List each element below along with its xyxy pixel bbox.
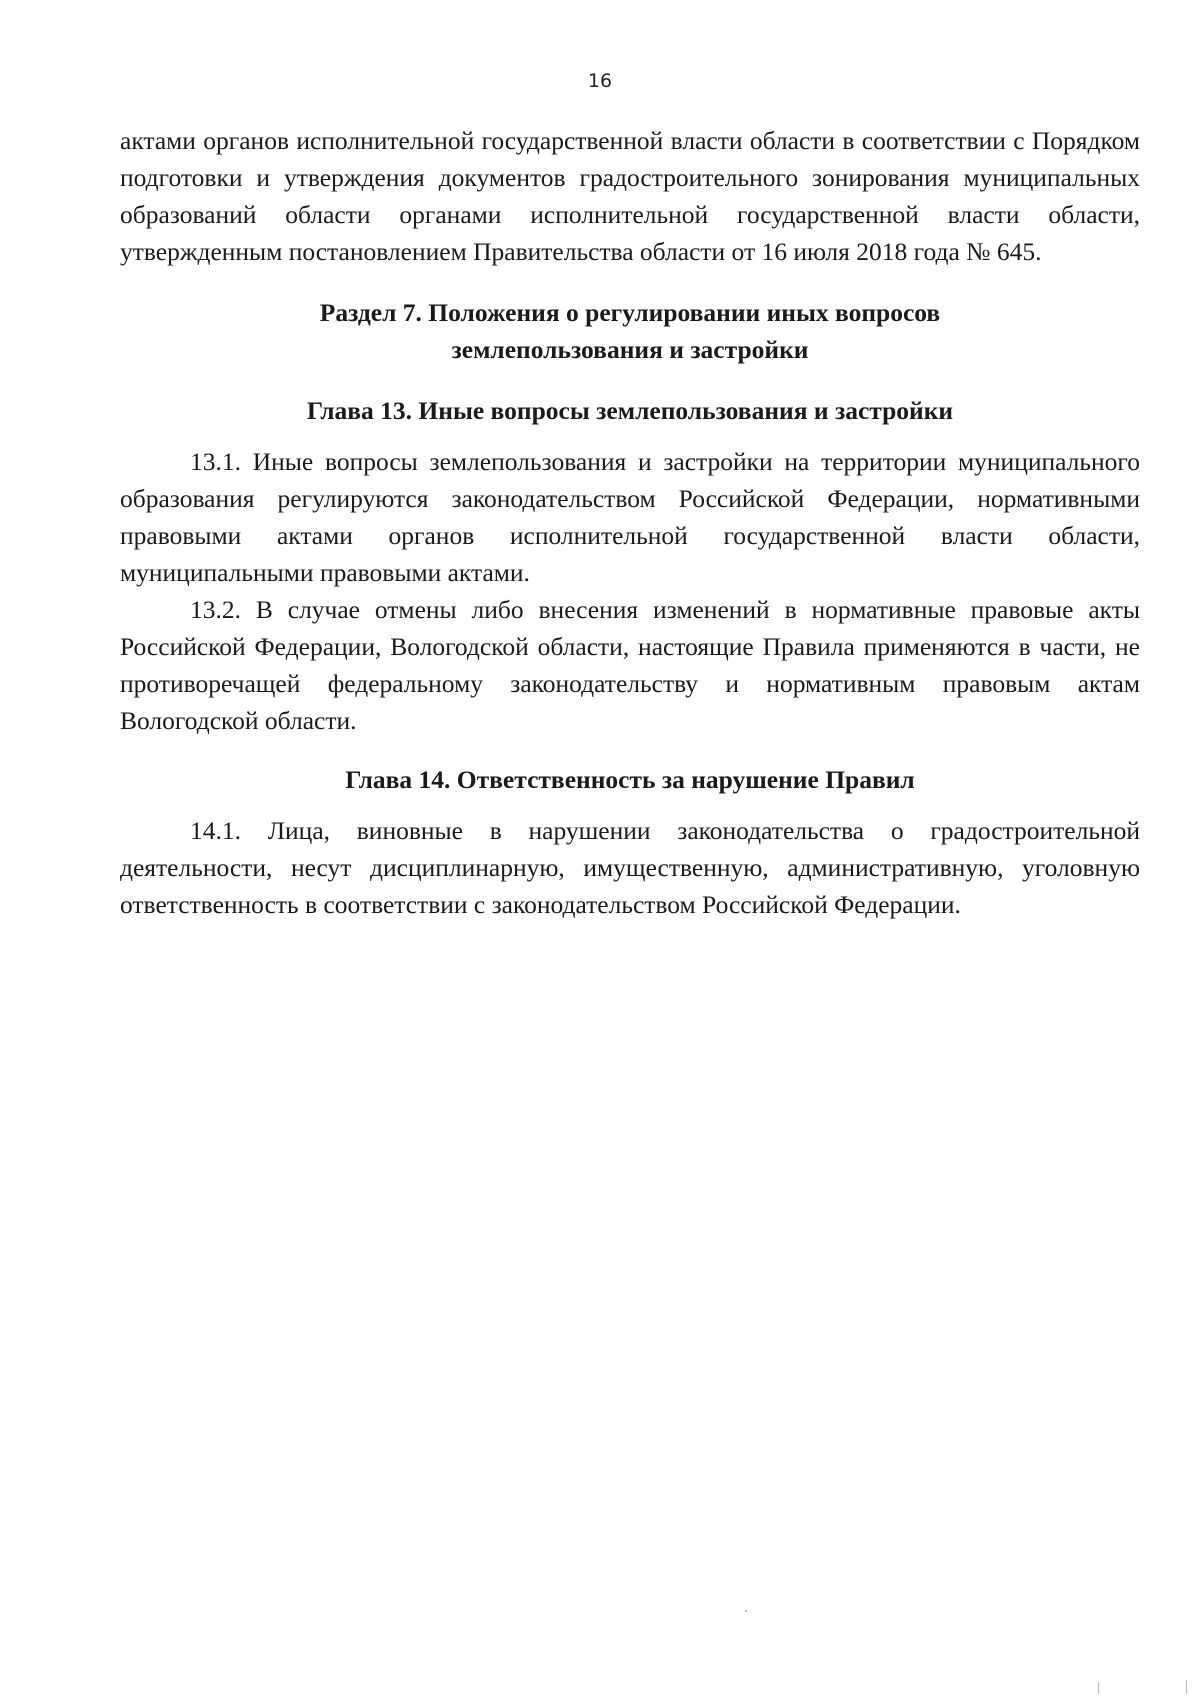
intro-paragraph: актами органов исполнительной государственной власти области в соответствии с Порядком подготовки и утверждения документов градостроительного зонирования муниципальных образований области органами исполнительной государственной власти области, утвержденным постановлением Правительства области от 16 июля 2018 года № 645.	[120, 126, 1140, 266]
section-heading-line-2: землепользования и застройки	[451, 335, 809, 364]
page-number: 16	[587, 70, 613, 92]
scan-artifact-dot	[745, 1610, 747, 1612]
section-heading-line-1: Раздел 7. Положения о регулировании иных вопросов	[319, 298, 941, 327]
chapter-14-heading: Глава 14. Ответственность за нарушение Правил	[345, 765, 915, 794]
chapter-13-heading: Глава 13. Иные вопросы землепользования и застройки	[306, 396, 954, 425]
section-heading	[120, 294, 1140, 368]
scan-artifact-tick	[1098, 1682, 1099, 1694]
paragraph-13-2: 13.2. В случае отмены либо внесения изменений в нормативные правовые акты Российской Федерации, Вологодской области, настоящие Правила применяются в части, не противоречащей федеральному законодательству и нормативным правовым актам Вологодской области.	[120, 595, 1140, 735]
scan-artifact-tick	[1186, 1680, 1187, 1694]
paragraph-14-1: 14.1. Лица, виновные в нарушении законодательства о градостроительной деятельности, несут дисциплинарную, имущественную, административную, уголовную ответственность в соответствии с законодательством Российской Федерации.	[120, 816, 1140, 919]
document-body	[120, 122, 1140, 923]
paragraph-13-1: 13.1. Иные вопросы землепользования и застройки на территории муниципального образования регулируются законодательством Российской Федерации, нормативными правовыми актами органов исполнительной государственной власти области, муниципальными правовыми актами.	[120, 447, 1140, 587]
